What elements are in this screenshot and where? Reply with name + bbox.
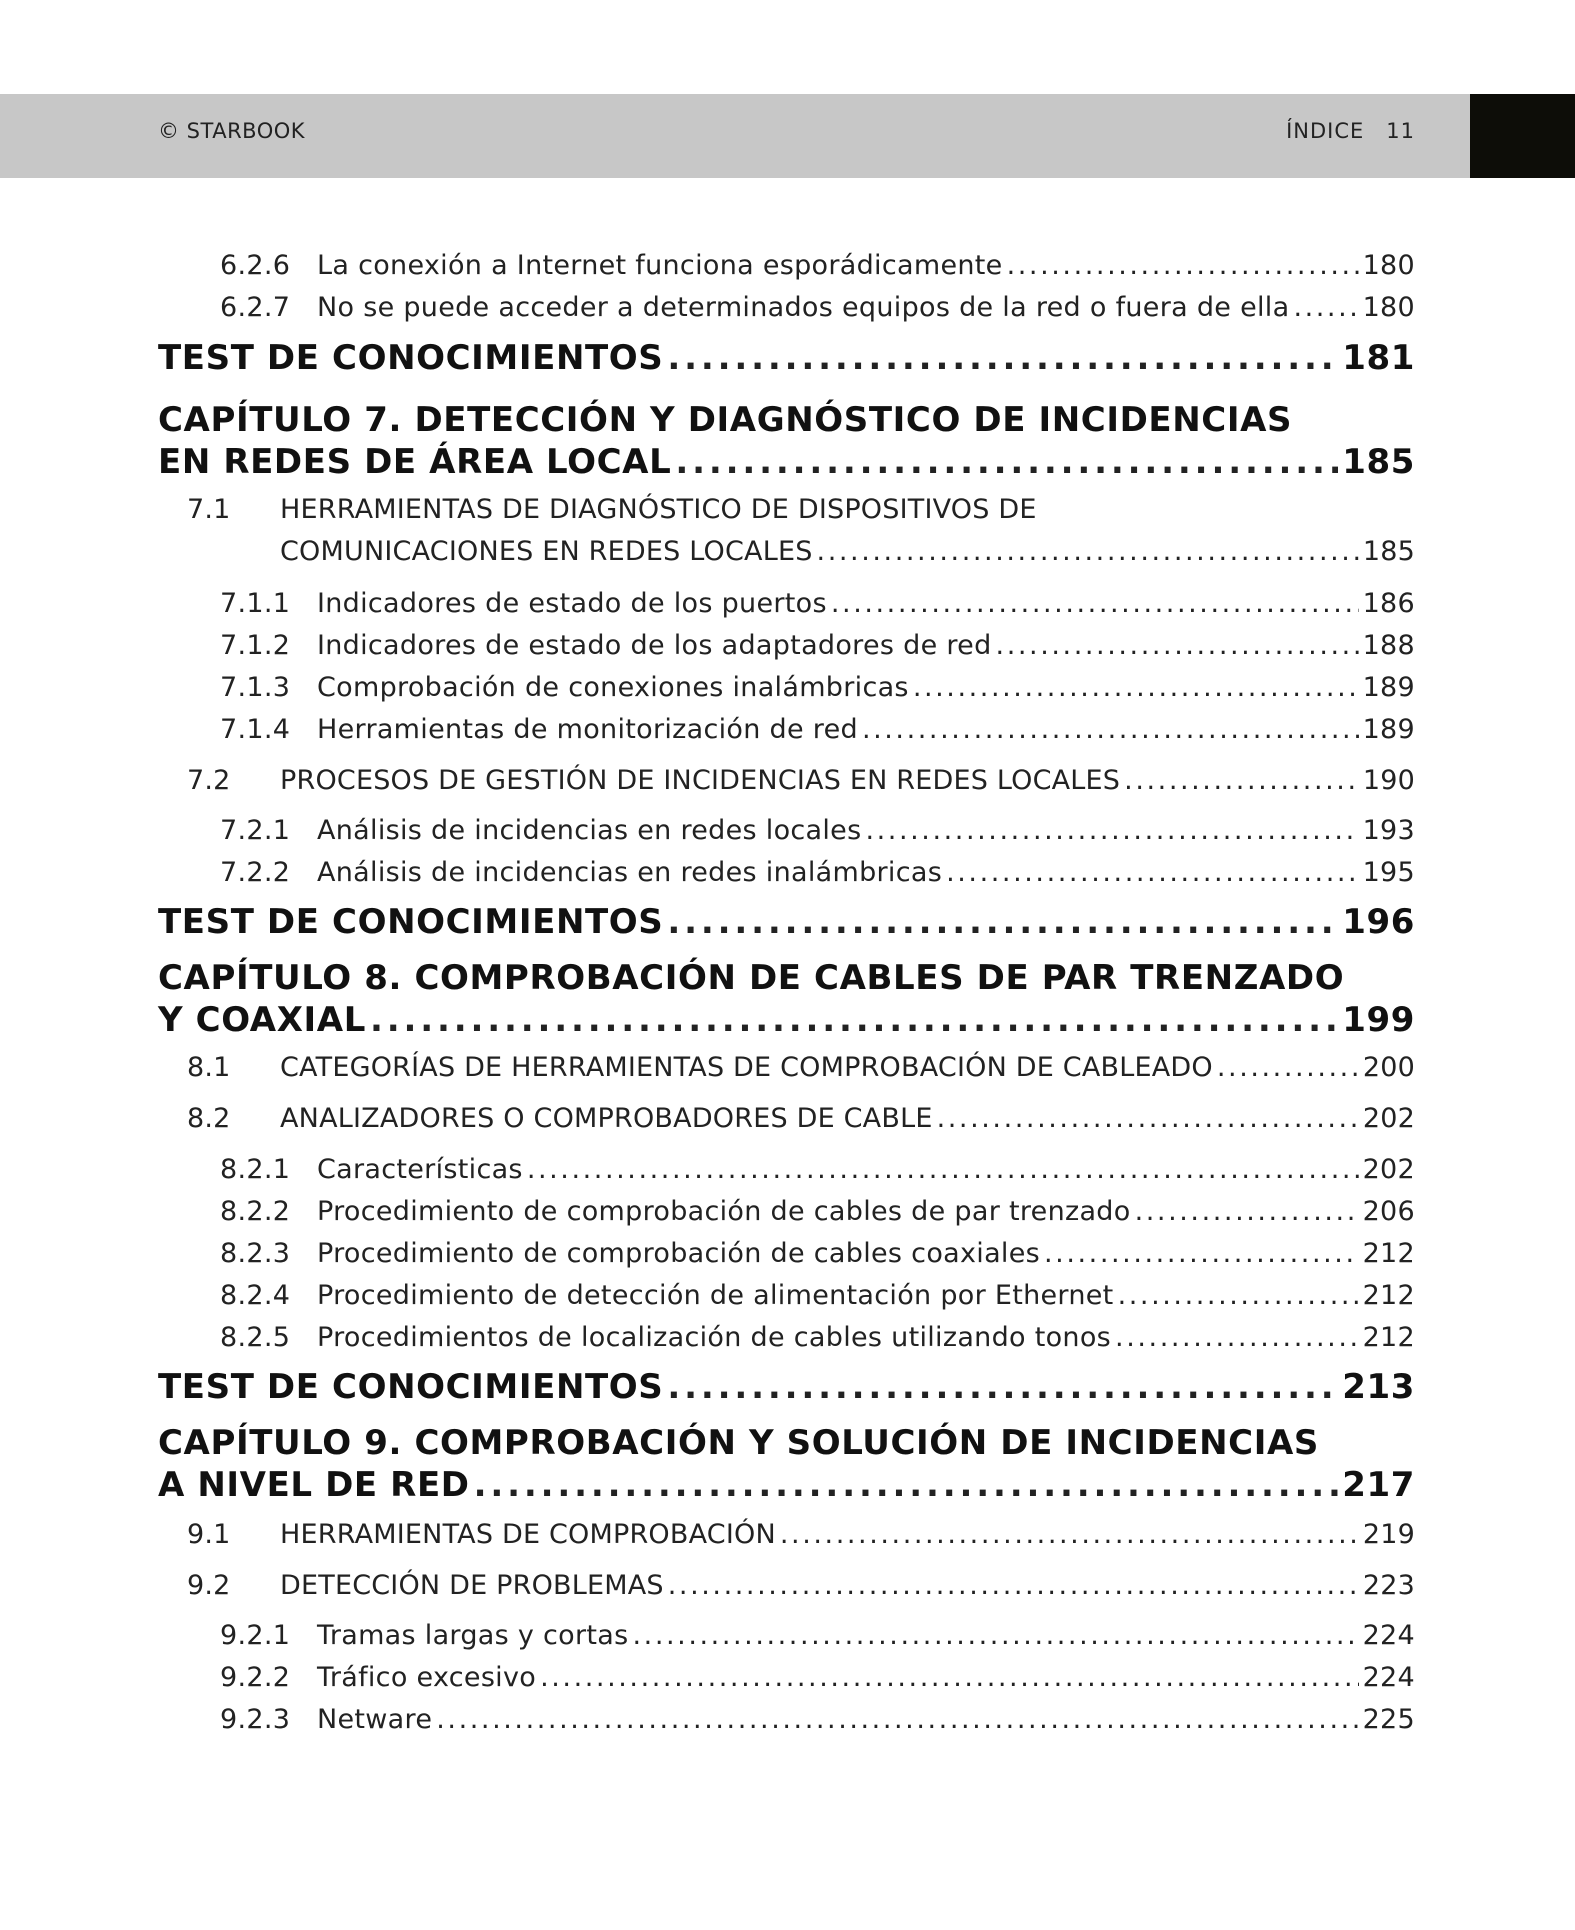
- entry-title: TEST DE CONOCIMIENTOS: [158, 902, 664, 942]
- entry-number: 7.1: [187, 494, 231, 525]
- entry-page-number: 223: [1362, 1570, 1415, 1601]
- dot-leader: [540, 1662, 1358, 1693]
- entry-page-number: 180: [1362, 250, 1415, 281]
- entry-number: 8.2.5: [220, 1322, 291, 1353]
- entry-title: No se puede acceder a determinados equipos de la red o fuera de ella: [317, 292, 1290, 323]
- entry-page-number: 190: [1362, 765, 1415, 796]
- entry-number: 6.2.6: [220, 250, 291, 281]
- entry-title: A NIVEL DE RED: [158, 1465, 470, 1505]
- entry-title: Y COAXIAL: [158, 1000, 366, 1040]
- dot-leader: [1293, 292, 1358, 323]
- entry-title: Netware: [317, 1704, 433, 1735]
- entry-wrap: [280, 1570, 1415, 1601]
- entry-title: La conexión a Internet funciona esporádicamente: [317, 250, 1003, 281]
- entry-wrap: [158, 1367, 1415, 1407]
- entry-wrap: [317, 1322, 1415, 1353]
- dot-leader: [633, 1620, 1359, 1651]
- entry-title: CATEGORÍAS DE HERRAMIENTAS DE COMPROBACIÓN DE CABLEADO: [280, 1052, 1213, 1083]
- entry-number: 9.2.1: [220, 1620, 291, 1651]
- dot-leader: [946, 857, 1358, 888]
- entry-page-number: 196: [1342, 902, 1415, 942]
- entry-wrap: [158, 442, 1415, 482]
- entry-page-number: 199: [1342, 1000, 1415, 1040]
- dot-leader: [667, 902, 1338, 942]
- entry-number: 7.1.1: [220, 588, 291, 619]
- dot-leader: [1135, 1196, 1359, 1227]
- entry-title: ANALIZADORES O COMPROBADORES DE CABLE: [280, 1103, 933, 1134]
- entry-wrap: [158, 902, 1415, 942]
- entry-page-number: 225: [1362, 1704, 1415, 1735]
- entry-wrap: [317, 857, 1415, 888]
- dot-leader: [996, 630, 1359, 661]
- entry-number: 9.2.3: [220, 1704, 291, 1735]
- dot-leader: [370, 1000, 1338, 1040]
- entry-wrap: [158, 338, 1415, 378]
- entry-title: Indicadores de estado de los adaptadores de red: [317, 630, 992, 661]
- entry-page-number: 202: [1362, 1103, 1415, 1134]
- dot-leader: [817, 536, 1359, 567]
- entry-title: Indicadores de estado de los puertos: [317, 588, 827, 619]
- entry-title-line1: HERRAMIENTAS DE DIAGNÓSTICO DE DISPOSITIVOS DE: [280, 494, 1037, 525]
- entry-wrap: [280, 1052, 1415, 1083]
- dot-leader: [436, 1704, 1358, 1735]
- entry-title: Procedimiento de detección de alimentación por Ethernet: [317, 1280, 1114, 1311]
- entry-wrap: [280, 1519, 1415, 1550]
- entry-title: Procedimientos de localización de cables utilizando tonos: [317, 1322, 1112, 1353]
- entry-title: Tramas largas y cortas: [317, 1620, 629, 1651]
- entry-wrap: [317, 1280, 1415, 1311]
- dot-leader: [668, 1570, 1359, 1601]
- entry-wrap: [317, 714, 1415, 745]
- publisher-label: © STARBOOK: [158, 119, 306, 143]
- entry-page-number: 193: [1362, 815, 1415, 846]
- dot-leader: [831, 588, 1359, 619]
- entry-number: 7.1.3: [220, 672, 291, 703]
- entry-number: 9.1: [187, 1519, 231, 1550]
- dot-leader: [865, 815, 1358, 846]
- dot-leader: [675, 442, 1338, 482]
- dot-leader: [1044, 1238, 1359, 1269]
- entry-page-number: 219: [1362, 1519, 1415, 1550]
- dot-leader: [527, 1154, 1359, 1185]
- entry-title: Procedimiento de comprobación de cables coaxiales: [317, 1238, 1040, 1269]
- entry-number: 8.2.2: [220, 1196, 291, 1227]
- entry-number: 9.2: [187, 1570, 231, 1601]
- entry-page-number: 188: [1362, 630, 1415, 661]
- entry-number: 8.1: [187, 1052, 231, 1083]
- entry-page-number: 200: [1362, 1052, 1415, 1083]
- entry-number: 7.1.4: [220, 714, 291, 745]
- entry-line1-wrap: [158, 1423, 1415, 1463]
- entry-page-number: 189: [1362, 714, 1415, 745]
- entry-wrap: [317, 1662, 1415, 1693]
- entry-wrap: [317, 292, 1415, 323]
- entry-wrap: [317, 588, 1415, 619]
- entry-wrap: [317, 1154, 1415, 1185]
- dot-leader: [1007, 250, 1359, 281]
- entry-wrap: [280, 536, 1415, 567]
- entry-title: Comprobación de conexiones inalámbricas: [317, 672, 909, 703]
- entry-number: 8.2.1: [220, 1154, 291, 1185]
- entry-number: 7.2: [187, 765, 231, 796]
- entry-page-number: 185: [1342, 442, 1415, 482]
- entry-number: 7.2.1: [220, 815, 291, 846]
- entry-title: Tráfico excesivo: [317, 1662, 537, 1693]
- entry-page-number: 185: [1362, 536, 1415, 567]
- entry-page-number: 212: [1362, 1238, 1415, 1269]
- entry-wrap: [317, 1704, 1415, 1735]
- entry-title: PROCESOS DE GESTIÓN DE INCIDENCIAS EN REDES LOCALES: [280, 765, 1121, 796]
- dot-leader: [1118, 1280, 1359, 1311]
- entry-line1-wrap: [158, 400, 1415, 440]
- entry-page-number: 195: [1362, 857, 1415, 888]
- dot-leader: [913, 672, 1359, 703]
- dot-leader: [1124, 765, 1359, 796]
- entry-title: TEST DE CONOCIMIENTOS: [158, 338, 664, 378]
- dot-leader: [1217, 1052, 1359, 1083]
- dot-leader: [667, 338, 1338, 378]
- entry-title-line1: CAPÍTULO 7. DETECCIÓN Y DIAGNÓSTICO DE INCIDENCIAS: [158, 400, 1293, 440]
- entry-wrap: [280, 1103, 1415, 1134]
- entry-page-number: 181: [1342, 338, 1415, 378]
- entry-title: Análisis de incidencias en redes locales: [317, 815, 862, 846]
- dot-leader: [667, 1367, 1338, 1407]
- entry-line1-wrap: [158, 958, 1415, 998]
- entry-wrap: [317, 815, 1415, 846]
- entry-number: 8.2.3: [220, 1238, 291, 1269]
- entry-title: TEST DE CONOCIMIENTOS: [158, 1367, 664, 1407]
- entry-wrap: [317, 1196, 1415, 1227]
- entry-title: DETECCIÓN DE PROBLEMAS: [280, 1570, 664, 1601]
- entry-title: Características: [317, 1154, 523, 1185]
- entry-number: 9.2.2: [220, 1662, 291, 1693]
- entry-page-number: 212: [1362, 1322, 1415, 1353]
- entry-title: EN REDES DE ÁREA LOCAL: [158, 442, 672, 482]
- entry-title-line1: CAPÍTULO 9. COMPROBACIÓN Y SOLUCIÓN DE INCIDENCIAS: [158, 1423, 1319, 1463]
- entry-title-line1: CAPÍTULO 8. COMPROBACIÓN DE CABLES DE PAR TRENZADO: [158, 958, 1345, 998]
- page-corner-tab: [1470, 94, 1575, 178]
- section-label: ÍNDICE: [1286, 119, 1365, 143]
- entry-number: 8.2: [187, 1103, 231, 1134]
- entry-number: 7.1.2: [220, 630, 291, 661]
- entry-number: 7.2.2: [220, 857, 291, 888]
- entry-page-number: 224: [1362, 1662, 1415, 1693]
- entry-page-number: 213: [1342, 1367, 1415, 1407]
- entry-number: 8.2.4: [220, 1280, 291, 1311]
- entry-number: 6.2.7: [220, 292, 291, 323]
- entry-page-number: 206: [1362, 1196, 1415, 1227]
- entry-page-number: 224: [1362, 1620, 1415, 1651]
- entry-wrap: [158, 1465, 1415, 1505]
- entry-page-number: 217: [1342, 1465, 1415, 1505]
- dot-leader: [780, 1519, 1359, 1550]
- page-number: 11: [1386, 119, 1415, 143]
- entry-title: Procedimiento de comprobación de cables de par trenzado: [317, 1196, 1131, 1227]
- running-header-right: [1286, 119, 1415, 143]
- entry-line1-wrap: [280, 494, 1415, 525]
- entry-title: Análisis de incidencias en redes inalámbricas: [317, 857, 943, 888]
- entry-wrap: [317, 630, 1415, 661]
- entry-title: HERRAMIENTAS DE COMPROBACIÓN: [280, 1519, 776, 1550]
- dot-leader: [937, 1103, 1359, 1134]
- entry-page-number: 202: [1362, 1154, 1415, 1185]
- entry-wrap: [317, 250, 1415, 281]
- dot-leader: [474, 1465, 1339, 1505]
- entry-page-number: 212: [1362, 1280, 1415, 1311]
- entry-page-number: 189: [1362, 672, 1415, 703]
- entry-wrap: [158, 1000, 1415, 1040]
- entry-wrap: [317, 1238, 1415, 1269]
- dot-leader: [1115, 1322, 1359, 1353]
- entry-wrap: [317, 672, 1415, 703]
- entry-wrap: [280, 765, 1415, 796]
- entry-wrap: [317, 1620, 1415, 1651]
- entry-page-number: 186: [1362, 588, 1415, 619]
- entry-title: COMUNICACIONES EN REDES LOCALES: [280, 536, 813, 567]
- entry-page-number: 180: [1362, 292, 1415, 323]
- dot-leader: [862, 714, 1359, 745]
- entry-title: Herramientas de monitorización de red: [317, 714, 858, 745]
